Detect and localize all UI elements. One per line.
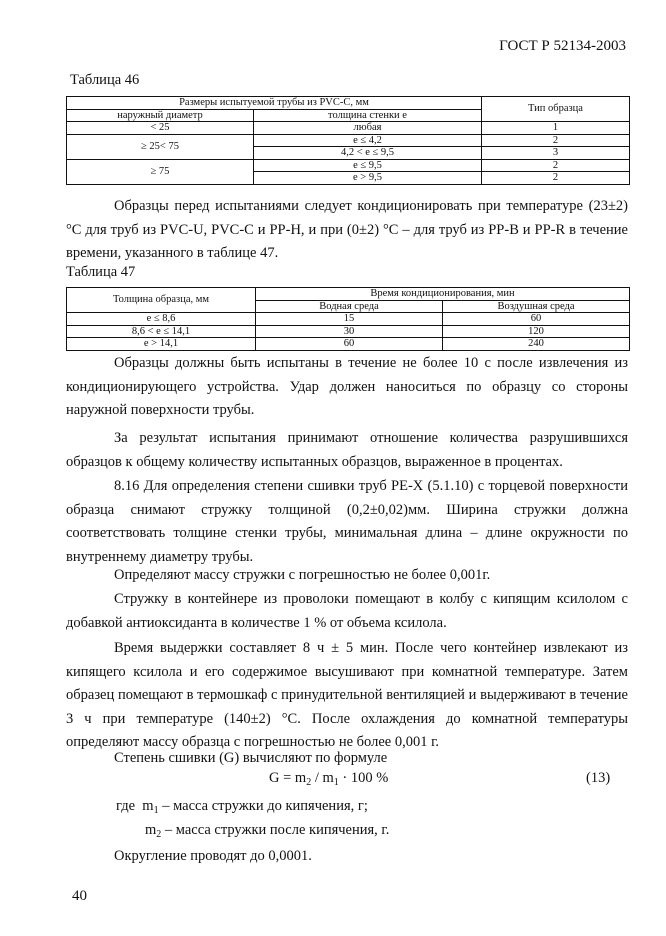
table-47: [66, 287, 630, 351]
paragraph-mass: Определяют массу стружки с погрешностью не более 0,001г.: [114, 567, 491, 583]
cell-water: 30: [256, 325, 443, 338]
document-header: ГОСТ Р 52134-2003: [499, 38, 626, 54]
cell-wall: e ≤ 4,2: [254, 134, 482, 147]
cell-thickness: e ≤ 8,6: [67, 313, 256, 326]
formula-expression: $G = m_2 / m_1 \cdot 100$ %: [269, 770, 389, 788]
table46-col-outer: наружный диаметр: [67, 109, 254, 122]
cell-outer: ≥ 75: [67, 159, 254, 184]
table-row: [67, 313, 630, 326]
table46-caption: Таблица 46: [70, 72, 140, 88]
cell-air: 60: [443, 313, 630, 326]
paragraph-holding-time: Время выдержки составляет 8 ч ± 5 мин. После чего контейнер извлекают из кипящего ксилола и его содержимое высушивают при комнатной температуре. Затем образец помещают в термошкаф с принудительной вентиляцией и выдерживают в течение 3 ч при температуре (140±2) °С. После охлаждения до комнатной температуры определяют массу образца с погрешностью не более 0,001 г.: [66, 640, 628, 750]
cell-thickness: 8,6 < e ≤ 14,1: [67, 325, 256, 338]
cell-type: 2: [482, 172, 630, 185]
paragraph-xylene: Стружку в контейнере из проволоки помещают в колбу с кипящим ксилолом с добавкой антиоксиданта в количестве 1 % от объема ксилола.: [66, 591, 628, 631]
table-row: [67, 122, 630, 135]
table46-col-type: Тип образца: [482, 97, 630, 122]
table47-caption: Таблица 47: [66, 264, 136, 280]
cell-wall: e ≤ 9,5: [254, 159, 482, 172]
formula-number: (13): [586, 770, 611, 786]
paragraph-conditioning: Образцы перед испытаниями следует кондиционировать при температуре (23±2) °С для труб из PVC-U, PVC-C и PP-H, и при (0±2) °С – для труб из PP-B и PP-R в течение времени, указанного в таблице 47.: [66, 198, 628, 261]
table-row: [67, 338, 630, 351]
cell-water: 15: [256, 313, 443, 326]
cell-air: 120: [443, 325, 630, 338]
table47-col-air: Воздушная среда: [443, 300, 630, 313]
paragraph-section-8-16: 8.16 Для определения степени сшивки труб РЕ-Х (5.1.10) с торцевой поверхности образца снимают стружку толщиной (0,2±0,02)мм. Ширина стружки должна соответствовать толщине стенки трубы, минимальная длина – длине окружности по внутреннему диаметру трубы.: [66, 478, 628, 565]
where-m1: где $m_1$ – масса стружки до кипячения, г;: [116, 798, 368, 816]
cell-air: 240: [443, 338, 630, 351]
table46-col-wall: толщина стенки е: [254, 109, 482, 122]
page-number: 40: [72, 888, 87, 904]
paragraph-formula-intro: Степень сшивки (G) вычисляют по формуле: [114, 750, 388, 766]
paragraph-rounding: Округление проводят до 0,0001.: [114, 848, 312, 864]
cell-type: 3: [482, 147, 630, 160]
cell-wall: любая: [254, 122, 482, 135]
cell-wall: 4,2 < e ≤ 9,5: [254, 147, 482, 160]
table-row: [67, 159, 630, 172]
table47-group-header: Время кондиционирования, мин: [256, 288, 630, 301]
cell-type: 2: [482, 159, 630, 172]
table46-group-header: Размеры испытуемой трубы из PVC-C, мм: [67, 97, 482, 110]
table-row: [67, 134, 630, 147]
table-row: [67, 325, 630, 338]
cell-type: 2: [482, 134, 630, 147]
cell-thickness: e > 14,1: [67, 338, 256, 351]
paragraph-result: За результат испытания принимают отношение количества разрушившихся образцов к общему количеству испытанных образцов, выраженное в процентах.: [66, 430, 628, 470]
cell-wall: e > 9,5: [254, 172, 482, 185]
table47-col-thickness: Толщина образца, мм: [67, 288, 256, 313]
cell-outer: < 25: [67, 122, 254, 135]
cell-outer: ≥ 25< 75: [67, 134, 254, 159]
cell-water: 60: [256, 338, 443, 351]
table-46: [66, 96, 630, 185]
where-m2: $m_2$ – масса стружки после кипячения, г.: [145, 822, 390, 840]
table47-col-water: Водная среда: [256, 300, 443, 313]
paragraph-testing-time: Образцы должны быть испытаны в течение не более 10 с после извлечения из кондиционирующего устройства. Удар должен наноситься по образцу со стороны наружной поверхности трубы.: [66, 355, 628, 418]
cell-type: 1: [482, 122, 630, 135]
